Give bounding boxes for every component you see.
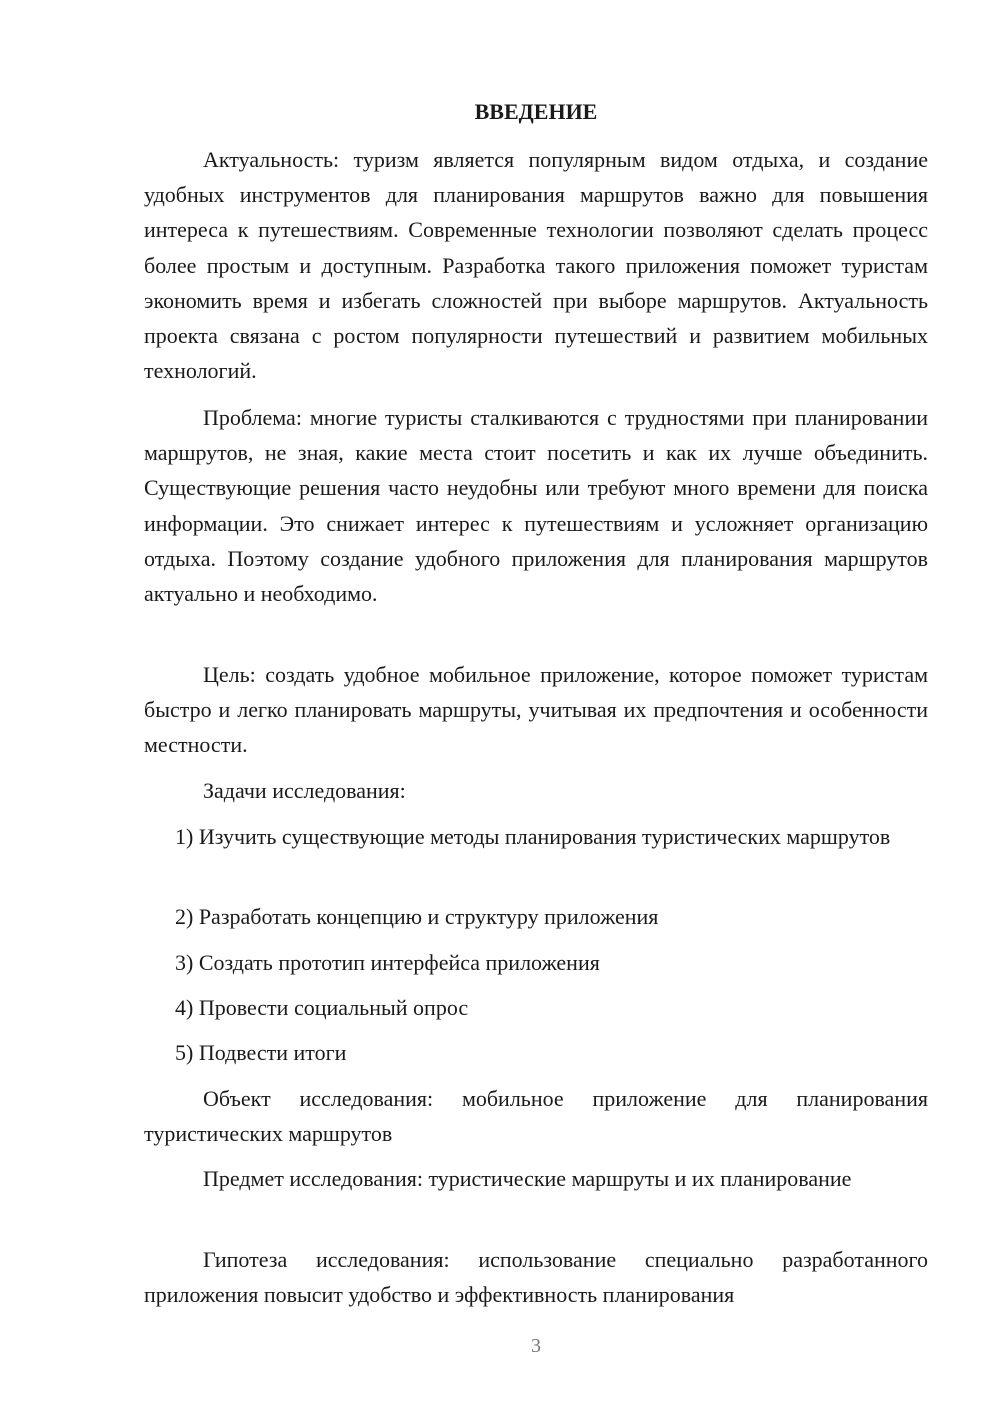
task-list-item: 3) Создать прототип интерфейса приложения [175,950,600,975]
task-list-item: 5) Подвести итоги [175,1040,347,1065]
tasks-heading: Задачи исследования: [203,778,406,803]
goal-paragraph: Цель: создать удобное мобильное приложение, которое поможет туристам быстро и легко планировать маршруты, учитывая их предпочтения и особенности местности. [144,662,928,758]
object-paragraph: Объект исследования: мобильное приложение для планирования туристических маршрутов [144,1086,928,1147]
subject-paragraph: Предмет исследования: туристические маршруты и их планирование [203,1166,852,1191]
relevance-paragraph: Актуальность: туризм является популярным видом отдыха, и создание удобных инструментов для планирования маршрутов важно для повышения интереса к путешествиям. Современные технологии позволяют сделать процесс более простым и доступным. Разработка такого приложения поможет туристам экономить время и избегать сложностей при выборе маршрутов. Актуальность проекта связана с ростом популярности путешествий и развитием мобильных технологий. [144,147,928,384]
task-list-item: 1) Изучить существующие методы планирования туристических маршрутов [175,824,891,849]
hypothesis-paragraph: Гипотеза исследования: использование специально разработанного приложения повысит удобство и эффективность планирования [144,1247,928,1308]
task-list-item: 2) Разработать концепцию и структуру приложения [175,904,659,929]
page-title: ВВЕДЕНИЕ [474,99,598,124]
task-list-item: 4) Провести социальный опрос [175,995,469,1020]
page-number: 3 [531,1335,541,1357]
problem-paragraph: Проблема: многие туристы сталкиваются с трудностями при планировании маршрутов, не зная, какие места стоит посетить и как их лучше объединить. Существующие решения часто неудобны или требуют много времени для поиска информации. Это снижает интерес к путешествиям и усложняет организацию отдыха. Поэтому создание удобного приложения для планирования маршрутов актуально и необходимо. [144,405,928,607]
